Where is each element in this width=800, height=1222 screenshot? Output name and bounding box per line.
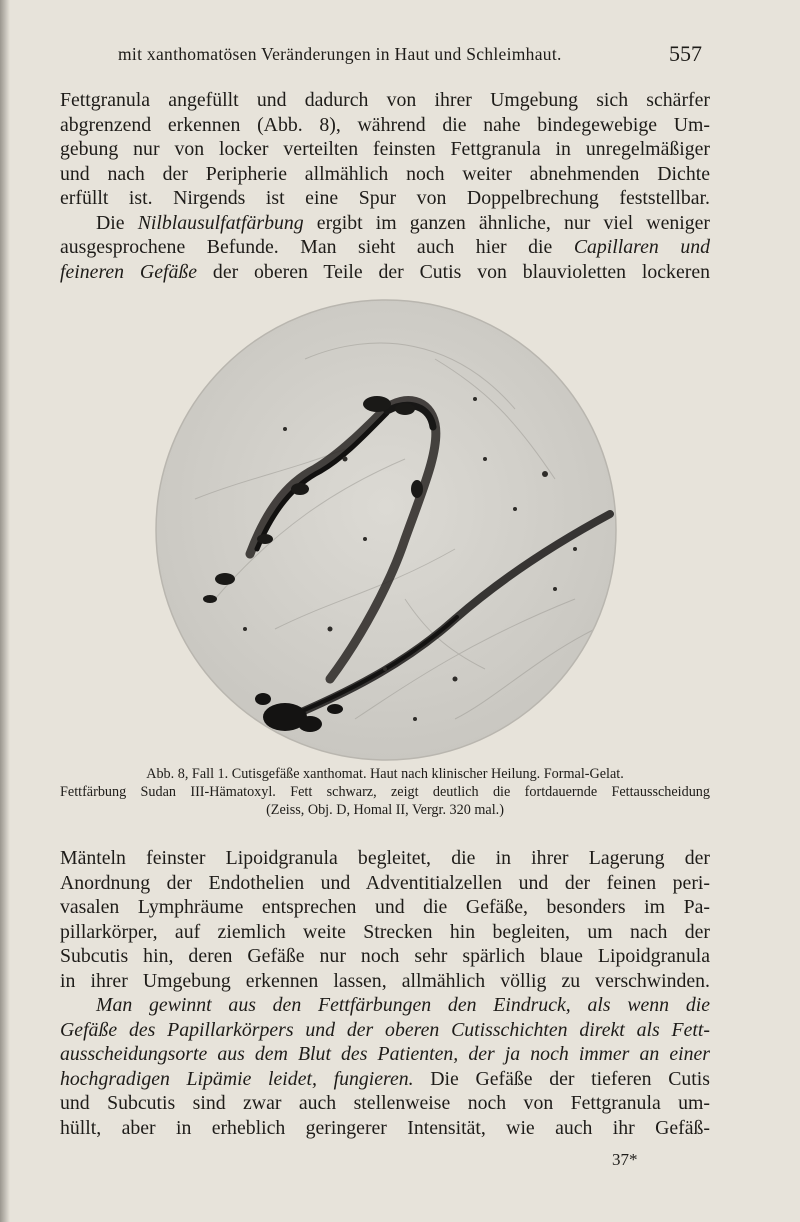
text-block-lower — [60, 846, 710, 1140]
text-line: Anordnung der Endothelien und Adventitialzellen und der feinen peri- — [60, 871, 710, 894]
text-line: abgrenzend erkennen (Abb. 8), während die nahe bindegewebige Um- — [60, 113, 710, 136]
text-line: und nach der Peripherie allmählich noch weiter abnehmenden Dichte — [60, 162, 710, 185]
running-head-title: mit xanthomatösen Veränderungen in Haut und Schleimhaut. — [118, 44, 562, 64]
emphasis-run: hochgradigen Lipämie leidet, fungieren. — [60, 1067, 414, 1090]
text-line: pillarkörper, auf ziemlich weite Strecken hin begleiten, um nach der — [60, 920, 710, 943]
micrograph-disc — [156, 300, 616, 760]
text-line: vasalen Lymphräume entsprechen und die Gefäße, besonders im Pa- — [60, 896, 710, 918]
text-line: Gefäße des Papillarkörpers und der oberen Cutisschichten direkt als Fett- — [60, 1018, 710, 1041]
text-line — [60, 211, 710, 236]
caption-line: Fettfärbung Sudan III-Hämatoxyl. Fett schwarz, zeigt deutlich die fortdauernde Fettausscheidung — [60, 784, 710, 800]
text-run: ausgesprochene Befunde. Man sieht auch hier die — [60, 236, 574, 258]
text-run: der oberen Teile der Cutis von blauvioletten lockeren — [197, 260, 710, 283]
text-run: Die Gefäße der tieferen Cutis — [413, 1067, 710, 1090]
page-number: 557 — [669, 41, 702, 66]
micrograph-figure — [155, 299, 617, 761]
text-run: ergibt im ganzen ähnliche, nur viel weniger — [303, 211, 710, 234]
figure-caption — [60, 765, 710, 819]
running-head — [118, 41, 708, 68]
caption-line: Abb. 8, Fall 1. Cutisgefäße xanthomat. Haut nach klinischer Heilung. Formal-Gelat. — [146, 766, 624, 782]
text-line — [60, 260, 710, 285]
text-line: in ihrer Umgebung erkennen lassen, allmählich völlig zu verschwinden. — [60, 969, 710, 992]
text-block-upper — [60, 88, 710, 284]
micrograph-image — [155, 299, 617, 761]
emphasis-run: Nilblausulfatfärbung — [137, 211, 304, 234]
emphasis-run: feineren Gefäße — [60, 260, 198, 283]
text-line: und Subcutis sind zwar auch stellenweise noch von Fettgranula um- — [60, 1092, 710, 1114]
text-line: Man gewinnt aus den Fettfärbungen den Eindruck, als wenn die — [96, 994, 710, 1016]
text-line: erfüllt ist. Nirgends ist eine Spur von Doppelbrechung feststellbar. — [60, 187, 710, 209]
text-line: gebung nur von locker verteilten feinsten Fettgranula in unregelmäßiger — [60, 138, 710, 160]
text-line: Mänteln feinster Lipoidgranula begleitet, die in ihrer Lagerung der — [60, 847, 710, 869]
text-line: hüllt, aber in erheblich geringerer Intensität, wie auch ihr Gefäß- — [60, 1116, 710, 1139]
text-line: Fettgranula angefüllt und dadurch von ihrer Umgebung sich schärfer — [60, 89, 710, 111]
text-line — [60, 1067, 710, 1092]
signature-mark: 37* — [612, 1150, 638, 1169]
text-run: Die — [96, 211, 138, 234]
caption-line: (Zeiss, Obj. D, Homal II, Vergr. 320 mal.) — [266, 802, 504, 818]
emphasis-run: Capillaren und — [573, 236, 711, 258]
text-line: ausscheidungsorte aus dem Blut des Patienten, der ja noch immer an einer — [60, 1043, 710, 1065]
text-line: Subcutis hin, deren Gefäße nur noch sehr spärlich blaue Lipoidgranula — [60, 945, 710, 967]
text-line — [60, 235, 710, 260]
